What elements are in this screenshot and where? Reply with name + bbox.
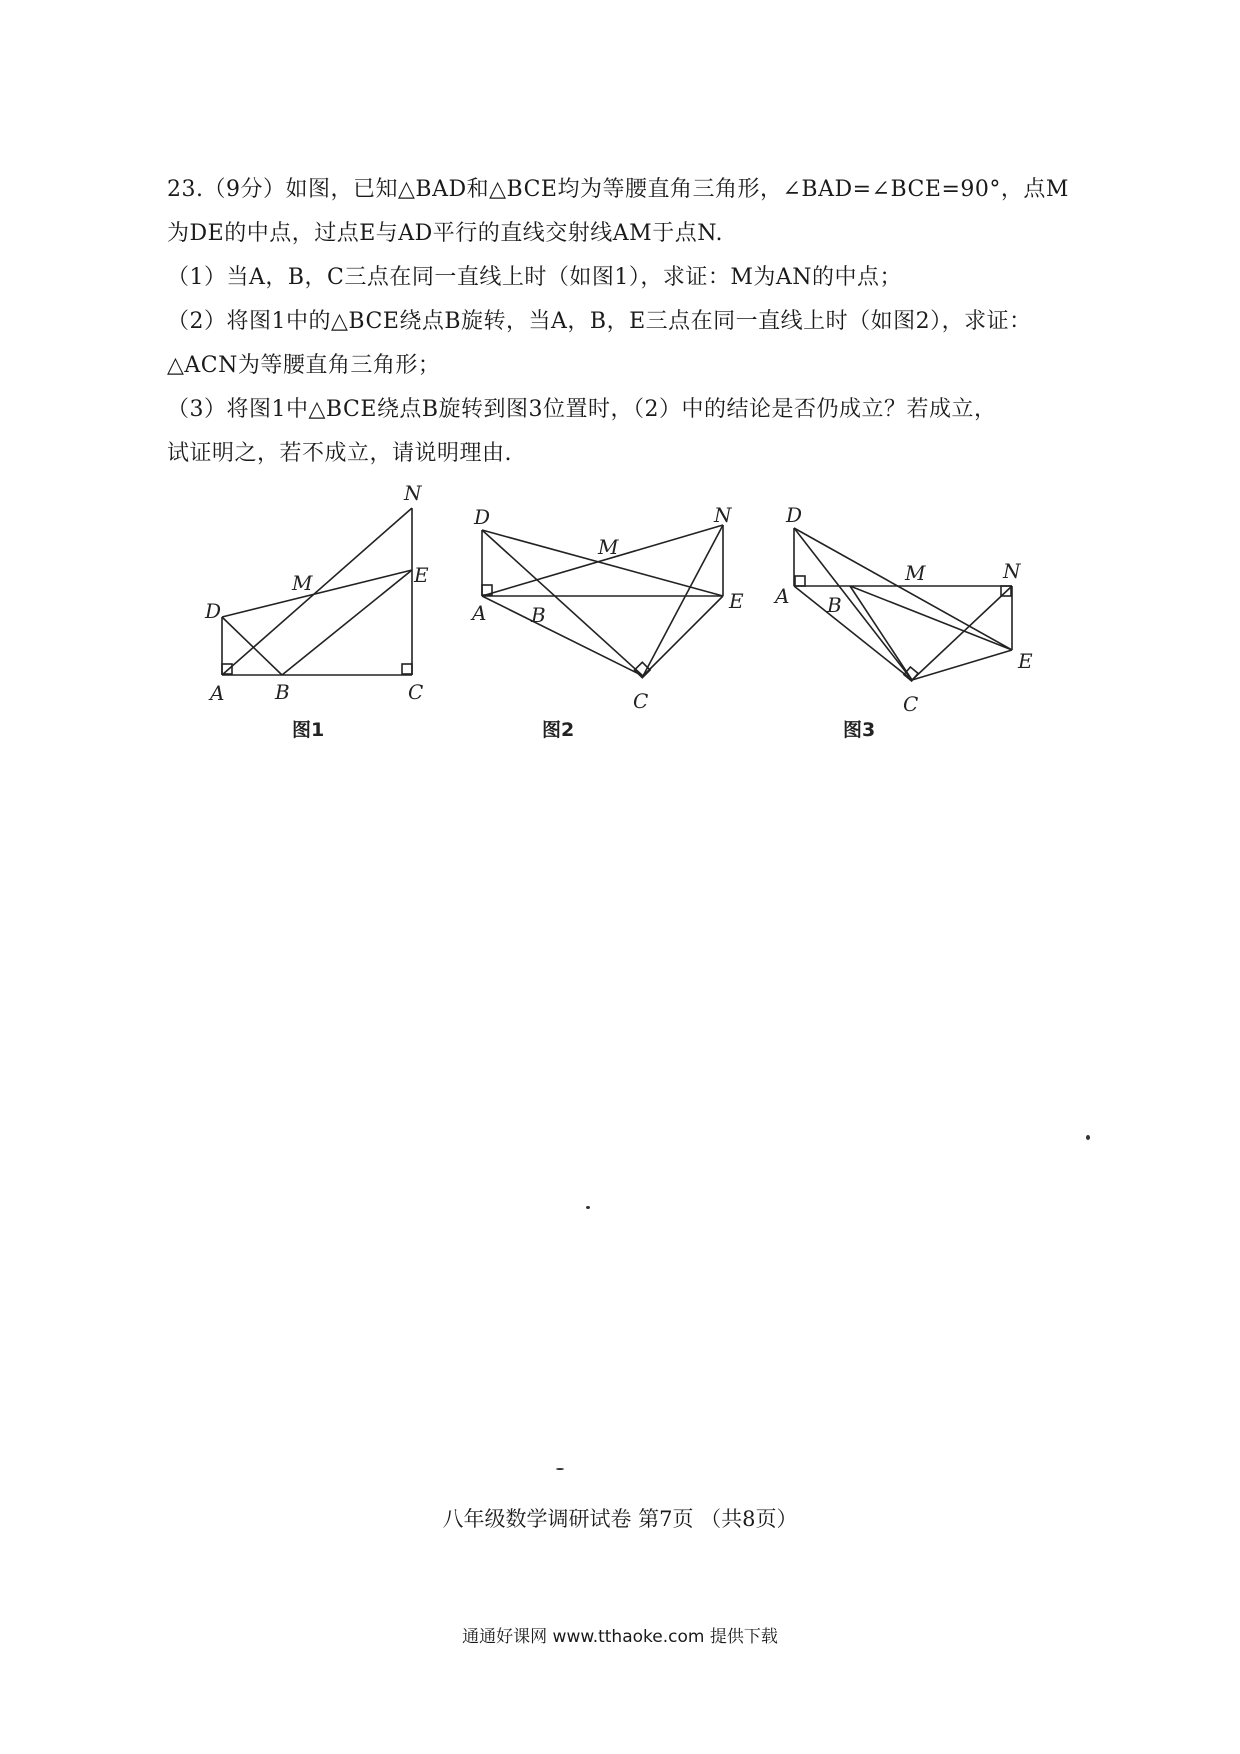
- fig3-right-angle-a: [795, 576, 805, 586]
- problem-line-4: （2）将图1中的△BCE绕点B旋转，当A，B，E三点在同一直线上时（如图2），求证：: [167, 309, 1032, 334]
- fig2-segment-dc: [482, 530, 643, 676]
- fig1-label-m: M: [292, 571, 313, 595]
- fig1-label-n: N: [404, 481, 422, 505]
- problem-line-5: △ACN为等腰直角三角形；: [167, 353, 441, 378]
- scan-speck: [1086, 1135, 1090, 1140]
- fig1-label-d: D: [205, 599, 222, 623]
- fig1-segment-de: [222, 570, 412, 617]
- fig3-label-n: N: [1003, 559, 1021, 583]
- fig1-segment-an: [222, 508, 412, 675]
- problem-line-6: （3）将图1中△BCE绕点B旋转到图3位置时，（2）中的结论是否仍成立？若成立，: [167, 397, 997, 422]
- fig3-right-angle-n: [1001, 586, 1011, 596]
- fig2-segment-cn: [643, 525, 723, 676]
- fig2-label-b: B: [531, 603, 546, 627]
- fig1-label-e: E: [414, 563, 429, 587]
- scan-speck: [586, 1206, 590, 1209]
- problem-line-2: 为DE的中点，过点E与AD平行的直线交射线AM于点N.: [167, 221, 724, 246]
- fig2-segment-ce: [643, 596, 723, 676]
- fig1-label-b: B: [275, 680, 290, 704]
- fig3-segment-bc: [850, 586, 912, 680]
- fig1-right-angle-a: [222, 664, 232, 674]
- fig3-label-d: D: [786, 503, 803, 527]
- fig1-label-a: A: [210, 681, 225, 705]
- fig2-caption: 图2: [542, 719, 575, 741]
- fig2-label-e: E: [729, 589, 744, 613]
- fig2-label-c: C: [633, 689, 649, 713]
- figure-1: [204, 481, 429, 741]
- fig3-label-c: C: [903, 692, 919, 716]
- fig3-segment-cn: [912, 586, 1012, 680]
- fig1-caption: 图1: [292, 719, 325, 741]
- fig1-right-angle-c: [402, 664, 412, 674]
- fig2-label-d: D: [474, 505, 491, 529]
- scan-speck: [556, 1468, 564, 1470]
- fig3-label-m: M: [905, 561, 926, 585]
- fig3-caption: 图3: [843, 719, 876, 741]
- fig1-segment-db: [222, 617, 282, 675]
- figure-2: [470, 503, 744, 741]
- page-footer: 八年级数学调研试卷 第7页 （共8页）: [442, 1507, 798, 1531]
- fig1-segment-be: [282, 570, 412, 675]
- fig3-label-a: A: [775, 584, 790, 608]
- fig1-label-c: C: [408, 680, 424, 704]
- fig3-segment-be: [850, 586, 1012, 650]
- fig2-segment-an: [482, 525, 723, 596]
- fig2-label-m: M: [598, 535, 619, 559]
- fig3-segment-ac: [794, 586, 912, 680]
- problem-line-3: （1）当A，B，C三点在同一直线上时（如图1），求证：M为AN的中点；: [167, 265, 903, 290]
- figure-3: [773, 503, 1033, 741]
- problem-line-7: 试证明之，若不成立，请说明理由.: [167, 441, 512, 466]
- download-credit: 通通好课网 www.tthaoke.com 提供下载: [462, 1627, 778, 1647]
- fig3-label-e: E: [1018, 649, 1033, 673]
- fig3-label-b: B: [827, 593, 842, 617]
- fig2-segment-de: [482, 530, 723, 596]
- fig2-segment-ac: [482, 596, 643, 676]
- fig3-segment-de: [794, 528, 1012, 650]
- fig3-right-angle-c: [904, 667, 918, 681]
- fig3-segment-dc: [794, 528, 912, 680]
- problem-text: [167, 168, 1067, 476]
- fig2-right-angle-c: [635, 662, 651, 678]
- fig2-label-n: N: [714, 503, 732, 527]
- problem-line-1: 23.（9分）如图，已知△BAD和△BCE均为等腰直角三角形，∠BAD=∠BCE=90°，点M: [167, 177, 1069, 202]
- fig2-right-angle-a: [482, 585, 492, 595]
- fig3-segment-ce: [912, 650, 1012, 680]
- fig2-label-a: A: [472, 601, 487, 625]
